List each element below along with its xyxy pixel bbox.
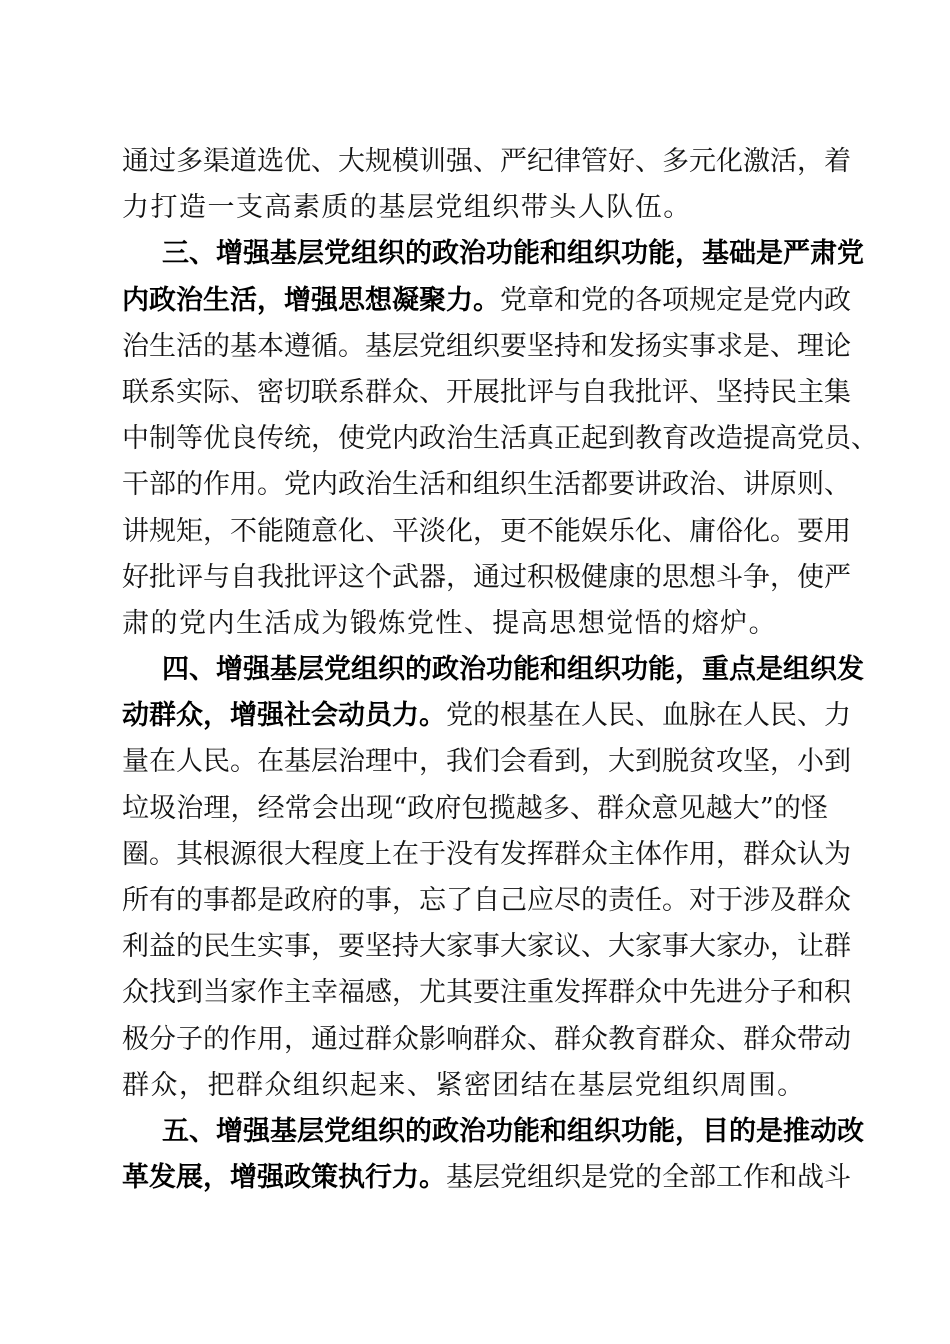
line-text: 党章和党的各项规定是党内政 [500, 284, 851, 316]
text-line [122, 878, 851, 924]
section-3-heading: 三、增强基层党组织的政治功能和组织功能，基础是严肃党 [162, 238, 864, 270]
section-5-heading: 五、增强基层党组织的政治功能和组织功能，目的是推动改 [162, 1115, 864, 1147]
text-line [122, 693, 851, 739]
line-text: 联系实际、密切联系群众、开展批评与自我批评、坚持民主集 [122, 376, 851, 408]
text-line [122, 555, 851, 601]
section-5-heading-end: 革发展，增强政策执行力。 [122, 1162, 446, 1194]
line-text: 群众，把群众组织起来、紧密团结在基层党组织周围。 [122, 1069, 806, 1101]
line-text: 干部的作用。党内政治生活和组织生活都要讲政治、讲原则、 [122, 469, 851, 501]
text-line [122, 185, 828, 231]
line-text: 党的根基在人民、血脉在人民、力 [446, 700, 851, 732]
text-line [122, 324, 851, 370]
section-4-heading-end: 动群众，增强社会动员力。 [122, 700, 446, 732]
body-text [122, 139, 878, 1201]
line-text: 通过多渠道选优、大规模训强、严纪律管好、多元化激活，着 [122, 146, 851, 177]
text-line [122, 139, 851, 185]
text-line [122, 1017, 851, 1063]
text-line [122, 370, 851, 416]
line-text: 圈。其根源很大程度上在于没有发挥群众主体作用，群众认为 [122, 838, 851, 870]
text-line [122, 462, 851, 508]
line-text: 众找到当家作主幸福感，尤其要注重发挥群众中先进分子和积 [122, 977, 851, 1009]
line-text: 利益的民生实事，要坚持大家事大家议、大家事大家办，让群 [122, 931, 851, 963]
text-line [122, 601, 828, 647]
line-text: 肃的党内生活成为锻炼党性、提高思想觉悟的熔炉。 [122, 607, 778, 639]
line-text: 极分子的作用，通过群众影响群众、群众教育群众、群众带动 [122, 1023, 851, 1055]
text-line [122, 416, 878, 462]
section-heading-line [122, 647, 864, 693]
text-line [122, 786, 828, 832]
line-text: 垃圾治理，经常会出现“政府包揽越多、群众意见越大”的怪 [122, 792, 828, 824]
section-heading-line [122, 1109, 864, 1155]
line-text: 中制等优良传统，使党内政治生活真正起到教育改造提高党员、 [122, 423, 878, 455]
section-heading-line [122, 231, 864, 277]
text-line [122, 509, 851, 555]
text-line [122, 970, 851, 1016]
section-3-heading-end: 内政治生活，增强思想凝聚力。 [122, 284, 500, 316]
line-text: 好批评与自我批评这个武器，通过积极健康的思想斗争，使严 [122, 561, 851, 593]
text-line [122, 924, 851, 970]
text-line [122, 739, 851, 785]
section-4-heading: 四、增强基层党组织的政治功能和组织功能，重点是组织发 [162, 654, 864, 686]
line-text: 基层党组织是党的全部工作和战斗 [446, 1162, 851, 1194]
text-line [122, 1063, 828, 1109]
line-text: 量在人民。在基层治理中，我们会看到，大到脱贫攻坚，小到 [122, 746, 851, 778]
text-line [122, 832, 851, 878]
line-text: 讲规矩，不能随意化、平淡化，更不能娱乐化、庸俗化。要用 [122, 515, 851, 547]
line-text: 力打造一支高素质的基层党组织带头人队伍。 [122, 192, 692, 224]
line-text: 所有的事都是政府的事，忘了自己应尽的责任。对于涉及群众 [122, 885, 851, 916]
text-line [122, 278, 851, 324]
text-line [122, 1155, 851, 1201]
line-text: 治生活的基本遵循。基层党组织要坚持和发扬实事求是、理论 [122, 330, 851, 362]
